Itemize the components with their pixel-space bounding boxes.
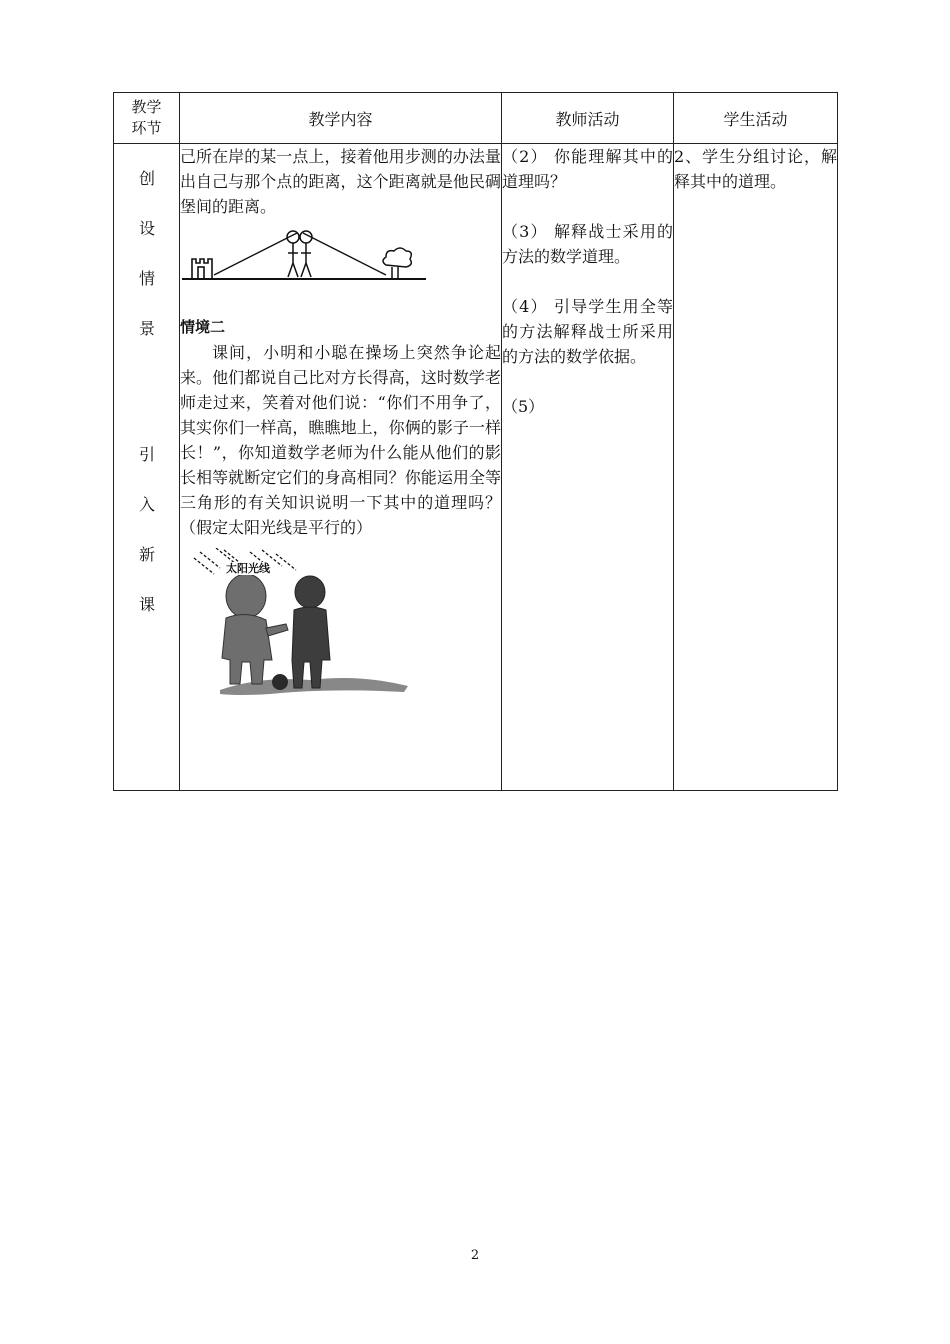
- content-paragraph-1: 己所在岸的某一点上，接着他用步测的办法量出自己与那个点的距离，这个距离就是他民碉堡间的距离。: [180, 147, 501, 216]
- stage-char: 情: [138, 269, 155, 288]
- ball-icon: [272, 674, 288, 690]
- lesson-table: [113, 92, 838, 791]
- content-cell: [180, 144, 502, 791]
- castle-distance-figure: [180, 227, 501, 285]
- header-content: 教学内容: [180, 93, 502, 144]
- teacher-item: （4） 引导学生用全等的方法解释战士所采用的方法的数学依据。: [502, 297, 673, 366]
- stage-char: 入: [138, 495, 155, 514]
- stage-char: 新: [138, 545, 155, 564]
- student-activity-text: 2、学生分组讨论，解释其中的道理。: [674, 147, 837, 191]
- teacher-item: （2） 你能理解其中的道理吗？: [502, 147, 673, 191]
- page-number: 2: [470, 1248, 480, 1263]
- body-row: [114, 144, 838, 791]
- stage-char: 引: [138, 445, 155, 464]
- teacher-cell: [502, 144, 674, 791]
- sunlight-label: 太阳光线: [226, 562, 270, 575]
- teacher-item: （3） 解释战士采用的方法的数学道理。: [502, 222, 673, 266]
- stage-char: 设: [138, 219, 155, 238]
- student-cell: [674, 144, 838, 791]
- content-paragraph-2: 课间，小明和小聪在操场上突然争论起来。他们都说自己比对方长得高，这时数学老师走过来，笑着对他们说：“你们不用争了，其实你们一样高，瞧瞧地上，你俩的影子一样长！”，你知道数学老师为什么能从他们的影长相等就断定它们的身高相同？你能运用全等三角形的有关知识说明一下其中的道理吗？（假定太阳光线是平行的）: [180, 343, 501, 537]
- boy-figure-icon: [222, 574, 288, 684]
- header-student: 学生活动: [674, 93, 838, 144]
- boy-figure-icon: [292, 576, 330, 688]
- stage-cell: [114, 144, 180, 791]
- header-teacher: 教师活动: [502, 93, 674, 144]
- stage-char: 景: [138, 319, 155, 338]
- scenario-2-title: 情境二: [180, 318, 226, 336]
- stage-char: 创: [138, 169, 155, 188]
- castle-icon: [192, 259, 212, 279]
- header-stage: 教学环节: [114, 93, 180, 144]
- teacher-item: （5）: [502, 397, 545, 416]
- soldier-figure-icon: [287, 231, 312, 277]
- header-row: [114, 93, 838, 144]
- tree-icon: [383, 248, 411, 279]
- stage-char: 课: [138, 595, 155, 614]
- sunlight-shadow-figure: [180, 548, 420, 698]
